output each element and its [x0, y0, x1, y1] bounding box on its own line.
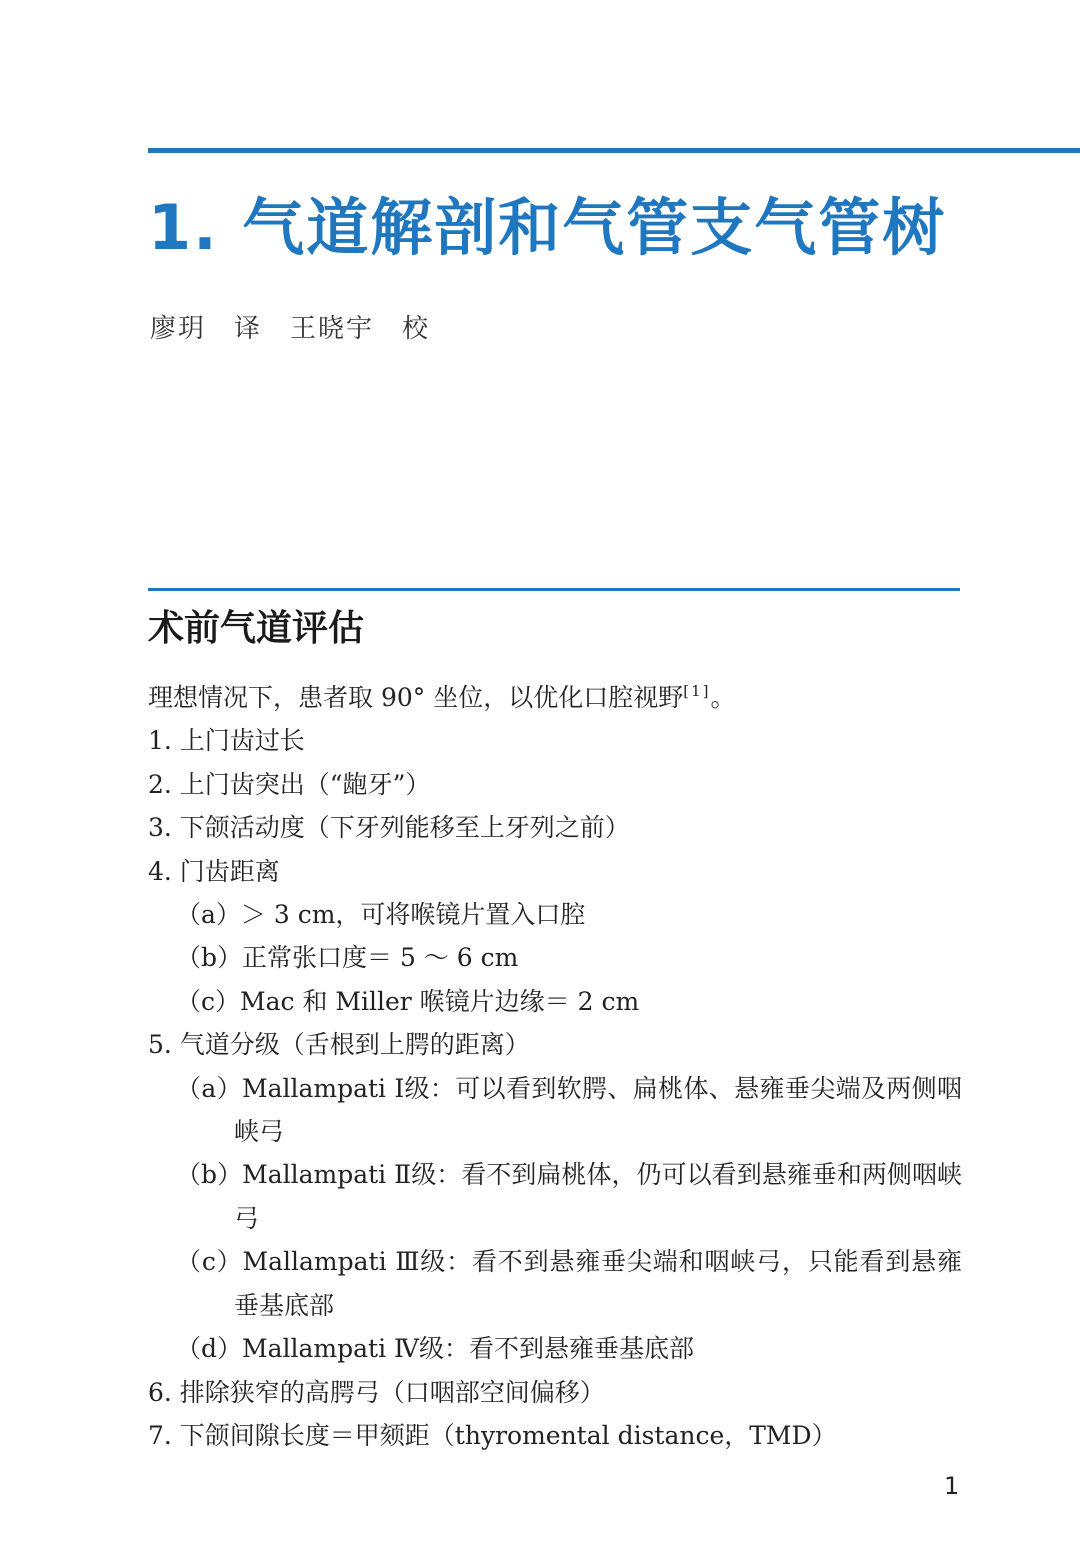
chapter-top-rule	[148, 148, 1080, 153]
section-title: 术前气道评估	[148, 607, 365, 649]
intro-end: 。	[710, 683, 736, 712]
list-item: 5. 气道分级（舌根到上腭的距离）	[148, 1030, 530, 1060]
sub-list-item: （c）Mac 和 Miller 喉镜片边缘＝ 2 cm	[176, 986, 640, 1016]
sub-list-item: （d）Mallampati Ⅳ级：看不到悬雍垂基底部	[176, 1334, 694, 1364]
list-item: 2. 上门齿突出（“龅牙”）	[148, 769, 431, 799]
list-item: 3. 下颌活动度（下牙列能移至上牙列之前）	[148, 813, 630, 843]
page-number: 1	[944, 1472, 960, 1500]
list-item: 1. 上门齿过长	[148, 726, 305, 756]
chapter-title: 1. 气道解剖和气管支气管树	[148, 191, 947, 264]
sub-list-item: （a）＞ 3 cm，可将喉镜片置入口腔	[176, 900, 586, 930]
list-item: 6. 排除狭窄的高腭弓（口咽部空间偏移）	[148, 1377, 605, 1407]
intro-paragraph	[148, 676, 962, 719]
reviewer-name: 王晓宇	[290, 314, 375, 344]
intro-text: 理想情况下，患者取 90° 坐位，以优化口腔视野	[148, 683, 684, 712]
reviewer-role: 校	[402, 314, 431, 344]
translator-role: 译	[234, 314, 263, 344]
credits-line	[150, 308, 430, 345]
sub-list-item: （a）Mallampati Ⅰ级：可以看到软腭、扁桃体、悬雍垂尖端及两侧咽峡弓	[176, 1073, 962, 1147]
translator-name: 廖玥	[150, 314, 207, 344]
section-rule	[148, 588, 960, 591]
citation-ref: [1]	[683, 682, 711, 700]
list-item: 7. 下颌间隙长度＝甲颏距（thyromental distance，TMD）	[148, 1420, 837, 1450]
sub-list-item: （b）正常张口度＝ 5 ～ 6 cm	[176, 943, 519, 973]
section-body	[148, 676, 962, 1457]
sub-list-item: （c）Mallampati Ⅲ级：看不到悬雍垂尖端和咽峡弓，只能看到悬雍垂基底部	[176, 1247, 962, 1320]
list-item: 4. 门齿距离	[148, 856, 280, 886]
sub-list-item: （b）Mallampati Ⅱ级：看不到扁桃体，仍可以看到悬雍垂和两侧咽峡弓	[176, 1160, 962, 1233]
